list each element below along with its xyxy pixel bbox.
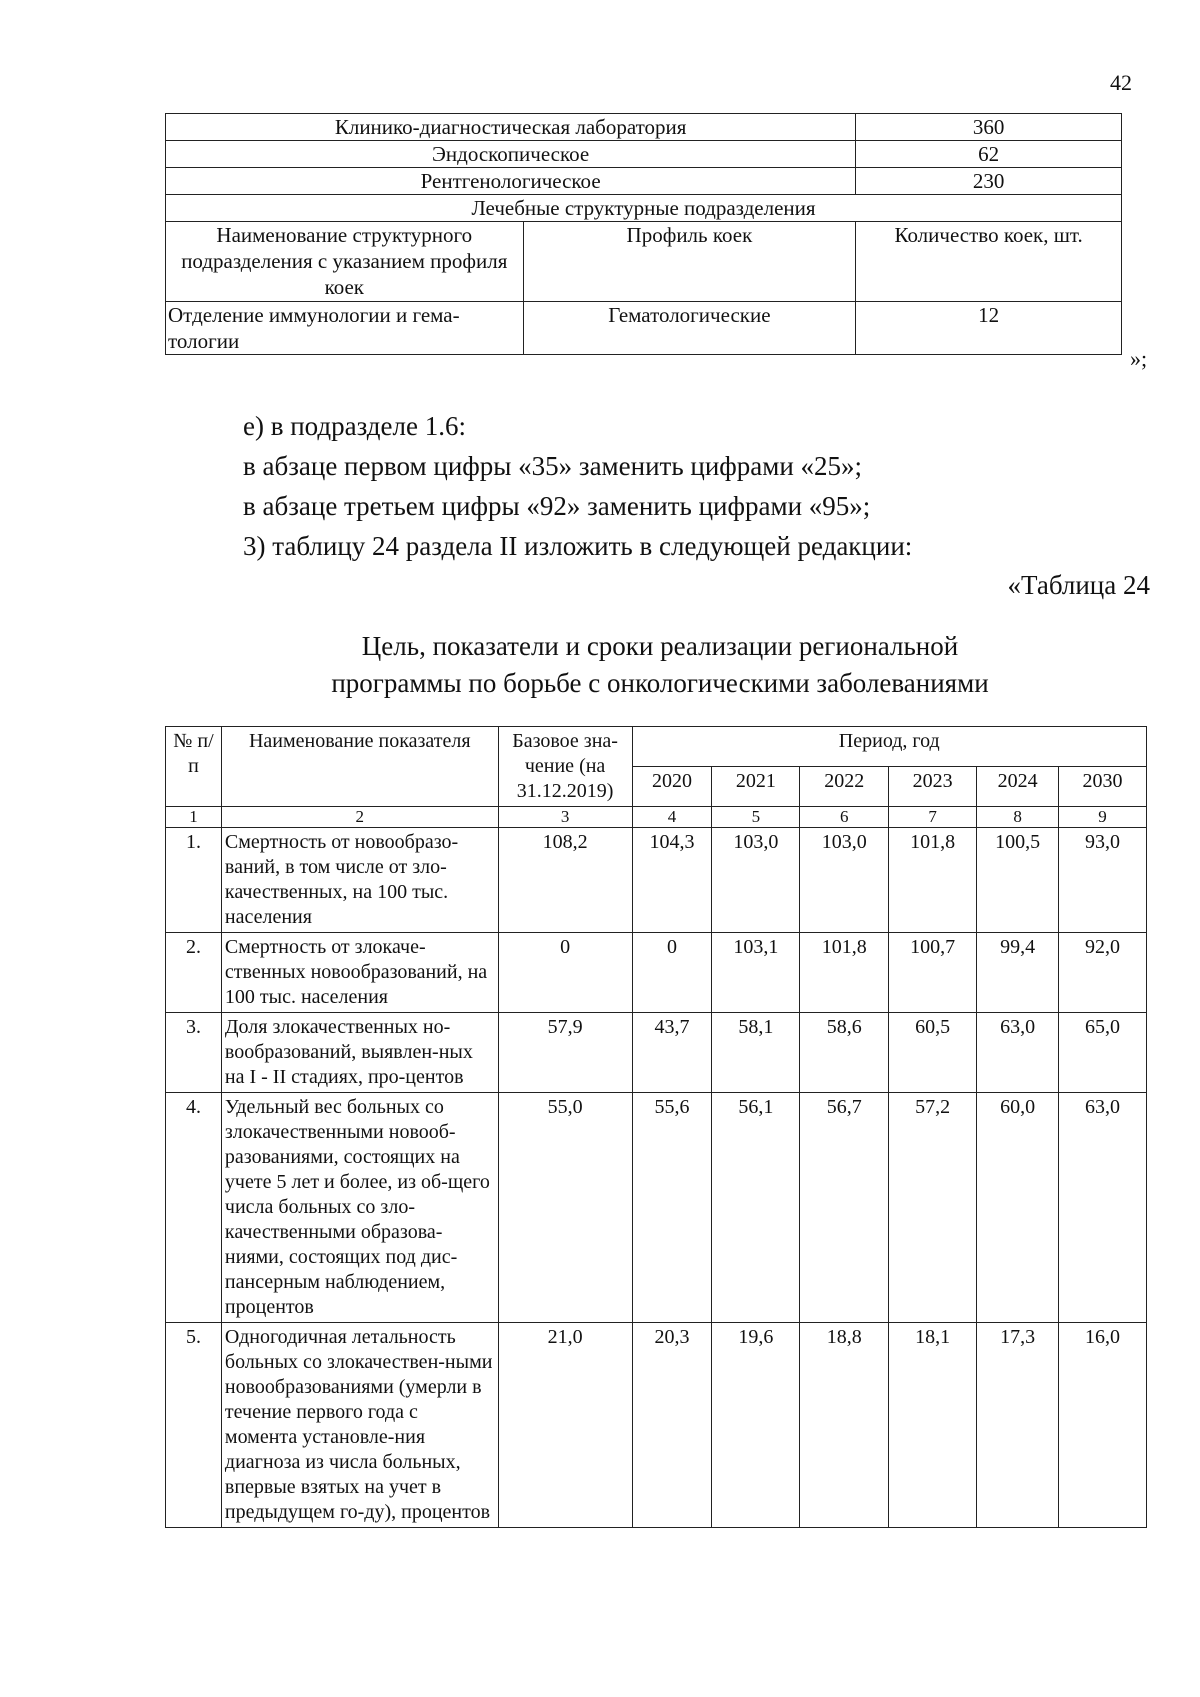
row-num-cell: 4. [166, 1093, 222, 1323]
year-value-cell: 101,8 [889, 828, 977, 933]
header-period-cell: Период, год [632, 727, 1146, 767]
header-year-cell: 2020 [632, 767, 712, 807]
year-value-cell: 55,6 [632, 1093, 712, 1323]
index-cell: 4 [632, 807, 712, 828]
indicator-name-cell: Смертность от новообразо-ваний, в том числе от зло-качественных, на 100 тыс. населения [221, 828, 498, 933]
year-value-cell: 93,0 [1059, 828, 1147, 933]
table-row [166, 114, 1122, 141]
dept-value-cell: 62 [856, 141, 1122, 168]
dept-name-cell: Рентгенологическое [166, 168, 856, 195]
index-cell: 2 [221, 807, 498, 828]
row-num-cell: 5. [166, 1323, 222, 1528]
table-row [166, 828, 1147, 933]
indicator-name-cell: Одногодичная летальность больных со злокачествен-ными новообразованиями (умерли в течение первого года с момента установле-ния диагноза из числа больных, впервые взятых на учет в предыдущем го-ду), процентов [221, 1323, 498, 1528]
header-cell: Профиль коек [523, 222, 856, 302]
year-value-cell: 104,3 [632, 828, 712, 933]
index-cell: 6 [800, 807, 889, 828]
year-value-cell: 20,3 [632, 1323, 712, 1528]
index-cell: 1 [166, 807, 222, 828]
paragraph: 3) таблицу 24 раздела II изложить в следующей редакции: [243, 531, 913, 561]
year-value-cell: 18,1 [889, 1323, 977, 1528]
header-year-cell: 2021 [712, 767, 800, 807]
year-value-cell: 63,0 [1059, 1093, 1147, 1323]
year-value-cell: 60,5 [889, 1013, 977, 1093]
header-cell: Количество коек, шт. [856, 222, 1122, 302]
index-cell: 3 [498, 807, 632, 828]
table-row [166, 933, 1147, 1013]
table-row [166, 1323, 1147, 1528]
year-value-cell: 65,0 [1059, 1013, 1147, 1093]
departments-table [165, 113, 1122, 355]
table-row [166, 1013, 1147, 1093]
dept-value-cell: 360 [856, 114, 1122, 141]
indicator-name-cell: Доля злокачественных но-вообразований, выявлен-ных на I - II стадиях, про-центов [221, 1013, 498, 1093]
index-cell: 8 [977, 807, 1059, 828]
paragraph: е) в подразделе 1.6: [243, 411, 466, 441]
table-header-row [166, 727, 1147, 767]
row-num-cell: 2. [166, 933, 222, 1013]
header-name-cell: Наименование показателя [221, 727, 498, 807]
bed-profile-cell: Гематологические [523, 302, 856, 355]
year-value-cell: 58,6 [800, 1013, 889, 1093]
year-value-cell: 103,0 [800, 828, 889, 933]
paragraph: в абзаце третьем цифры «92» заменить цифрами «95»; [243, 491, 871, 521]
bed-count-cell: 12 [856, 302, 1122, 355]
table-header-row [166, 222, 1122, 302]
header-base-cell: Базовое зна-чение (на 31.12.2019) [498, 727, 632, 807]
table-row [166, 168, 1122, 195]
dept-name-cell: Эндоскопическое [166, 141, 856, 168]
year-value-cell: 60,0 [977, 1093, 1059, 1323]
year-value-cell: 100,7 [889, 933, 977, 1013]
index-cell: 5 [712, 807, 800, 828]
page-number: 42 [1110, 70, 1132, 95]
indicator-name-cell: Удельный вес больных со злокачественными новооб-разованиями, состоящих на учете 5 лет и более, из об-щего числа больных со зло-качественными образова-ниями, состоящих под дис-пансерным наблюдением, процентов [221, 1093, 498, 1323]
table-row [166, 302, 1122, 355]
year-value-cell: 56,7 [800, 1093, 889, 1323]
table-row [166, 141, 1122, 168]
paragraph: в абзаце первом цифры «35» заменить цифрами «25»; [243, 451, 863, 481]
table-row [166, 1093, 1147, 1323]
base-value-cell: 0 [498, 933, 632, 1013]
section-title-cell: Лечебные структурные подразделения [166, 195, 1122, 222]
year-value-cell: 17,3 [977, 1323, 1059, 1528]
indicator-name-cell: Смертность от злокаче-ственных новообразований, на 100 тыс. населения [221, 933, 498, 1013]
year-value-cell: 56,1 [712, 1093, 800, 1323]
indicators-table [165, 726, 1147, 1528]
year-value-cell: 103,0 [712, 828, 800, 933]
header-year-cell: 2022 [800, 767, 889, 807]
year-value-cell: 16,0 [1059, 1323, 1147, 1528]
dept-value-cell: 230 [856, 168, 1122, 195]
table-title: Цель, показатели и сроки реализации региональной программы по борьбе с онкологическими заболеваниями [331, 631, 989, 698]
row-num-cell: 1. [166, 828, 222, 933]
header-num-cell: № п/п [166, 727, 222, 807]
year-value-cell: 103,1 [712, 933, 800, 1013]
header-year-cell: 2023 [889, 767, 977, 807]
row-num-cell: 3. [166, 1013, 222, 1093]
year-value-cell: 19,6 [712, 1323, 800, 1528]
year-value-cell: 58,1 [712, 1013, 800, 1093]
year-value-cell: 0 [632, 933, 712, 1013]
dept-name-cell: Отделение иммунологии и гема-тологии [166, 302, 524, 355]
year-value-cell: 63,0 [977, 1013, 1059, 1093]
dept-name-cell: Клинико-диагностическая лаборатория [166, 114, 856, 141]
year-value-cell: 100,5 [977, 828, 1059, 933]
year-value-cell: 99,4 [977, 933, 1059, 1013]
year-value-cell: 101,8 [800, 933, 889, 1013]
table-row [166, 195, 1122, 222]
year-value-cell: 92,0 [1059, 933, 1147, 1013]
base-value-cell: 108,2 [498, 828, 632, 933]
year-value-cell: 43,7 [632, 1013, 712, 1093]
base-value-cell: 21,0 [498, 1323, 632, 1528]
closing-quote: »; [1130, 346, 1148, 371]
base-value-cell: 55,0 [498, 1093, 632, 1323]
column-index-row [166, 807, 1147, 828]
year-value-cell: 57,2 [889, 1093, 977, 1323]
index-cell: 7 [889, 807, 977, 828]
header-cell: Наименование структурного подразделения с указанием профиля коек [166, 222, 524, 302]
table-label: «Таблица 24 [1007, 570, 1150, 600]
header-year-cell: 2024 [977, 767, 1059, 807]
year-value-cell: 18,8 [800, 1323, 889, 1528]
index-cell: 9 [1059, 807, 1147, 828]
header-year-cell: 2030 [1059, 767, 1147, 807]
base-value-cell: 57,9 [498, 1013, 632, 1093]
